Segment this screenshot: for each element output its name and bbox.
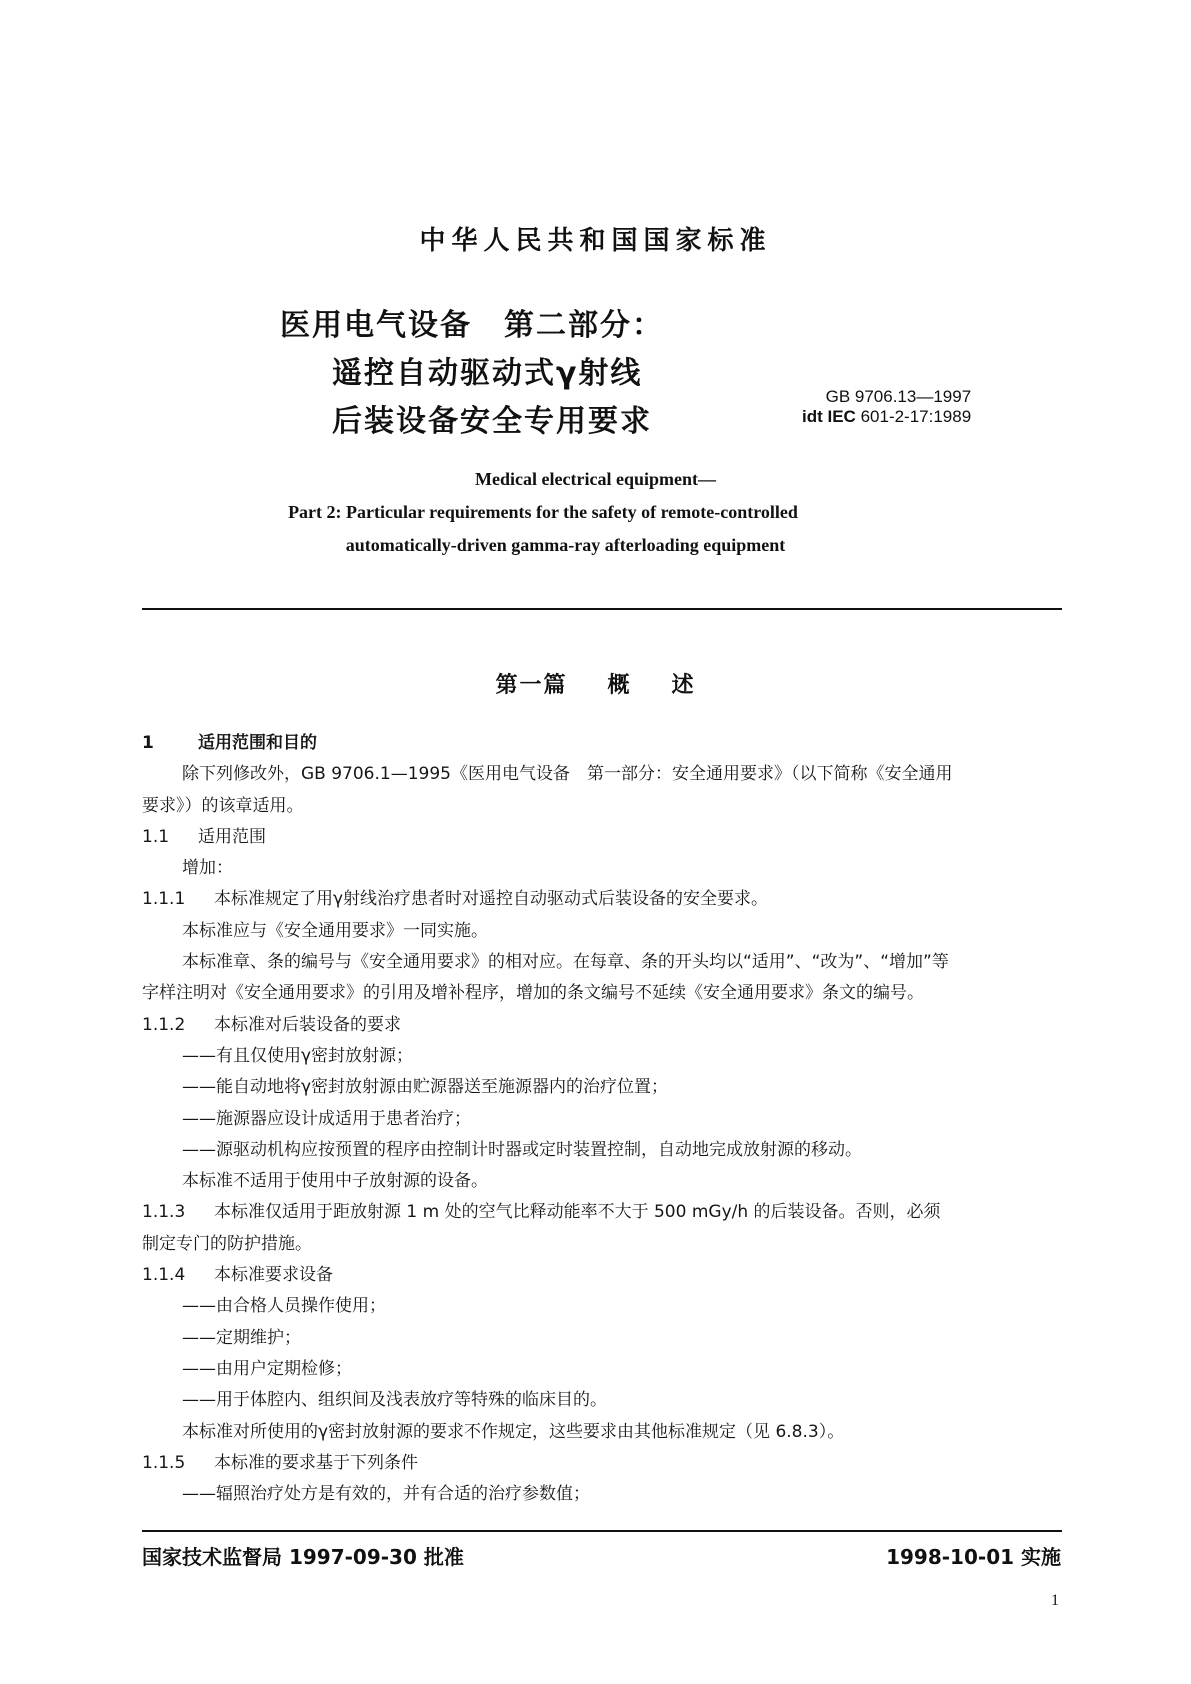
list-item: ——定期维护；	[182, 1327, 301, 1348]
clause-text: 本标准要求设备	[214, 1265, 333, 1286]
standard-codes	[802, 387, 971, 427]
english-title-line-1: Medical electrical equipment—	[475, 469, 716, 489]
paragraph: 除下列修改外，GB 9706.1—1995《医用电气设备 第一部分：安全通用要求》（以下简称《安全通用	[182, 764, 953, 785]
clause-1-1-5	[142, 1448, 1060, 1479]
idt-reference	[802, 407, 971, 427]
title-line-3: 后装设备安全专用要求	[332, 404, 652, 439]
clause-1-1-2	[142, 1010, 1060, 1041]
paragraph: 本标准不适用于使用中子放射源的设备。	[182, 1171, 488, 1192]
list-item: ——有且仅使用γ密封放射源；	[182, 1045, 414, 1066]
part-heading	[0, 668, 1191, 699]
subsection-title: 适用范围	[198, 826, 266, 847]
clause-number: 1.1.1	[142, 889, 186, 910]
english-title-line-2: Part 2: Particular requirements for the safety of remote-controlled	[288, 502, 798, 522]
header-divider	[142, 608, 1062, 610]
clause-number: 1.1.5	[142, 1452, 186, 1473]
list-item: ——辐照治疗处方是有效的，并有合适的治疗参数值；	[182, 1484, 590, 1505]
clause-1-1-1	[142, 884, 1060, 915]
paragraph: 本标准章、条的编号与《安全通用要求》的相对应。在每章、条的开头均以“适用”、“改为”、“增加”等	[182, 952, 949, 973]
chinese-title	[280, 302, 700, 446]
clause-number: 1.1.4	[142, 1265, 186, 1286]
body-text	[142, 728, 1060, 1510]
english-title	[0, 463, 1191, 562]
clause-text: 本标准仅适用于距放射源 1 m 处的空气比释动能率不大于 500 mGy/h 的后装设备。否则，必须	[214, 1202, 941, 1223]
subsection-heading	[142, 822, 1060, 853]
list-item: ——施源器应设计成适用于患者治疗；	[182, 1108, 471, 1129]
national-standard-heading: 中华人民共和国国家标准	[419, 226, 772, 256]
part-word-2: 述	[671, 673, 696, 698]
title-line-2: 遥控自动驱动式γ射线	[332, 356, 643, 391]
approval-date: 国家技术监督局 1997-09-30 批准	[142, 1545, 464, 1569]
list-item: ——用于体腔内、组织间及浅表放疗等特殊的临床目的。	[182, 1390, 607, 1411]
page-number: 1	[1051, 1592, 1059, 1609]
paragraph-continuation: 要求》）的该章适用。	[142, 795, 304, 816]
clause-text: 本标准规定了用γ射线治疗患者时对遥控自动驱动式后装设备的安全要求。	[214, 889, 769, 910]
idt-prefix: idt IEC	[802, 407, 856, 426]
clause-1-1-4	[142, 1260, 1060, 1291]
clause-number: 1.1.2	[142, 1014, 186, 1035]
paragraph: 本标准应与《安全通用要求》一同实施。	[182, 920, 488, 941]
title-line-1: 医用电气设备 第二部分：	[280, 308, 664, 343]
part-label: 第一篇	[495, 673, 568, 698]
standard-number: GB 9706.13—1997	[825, 387, 972, 406]
clause-text: 本标准的要求基于下列条件	[214, 1452, 418, 1473]
section-title: 适用范围和目的	[198, 733, 317, 753]
idt-number: 601-2-17:1989	[860, 407, 972, 426]
list-item: ——由用户定期检修；	[182, 1358, 352, 1379]
list-item: ——由合格人员操作使用；	[182, 1296, 386, 1317]
clause-text: 本标准对后装设备的要求	[214, 1014, 401, 1035]
paragraph: 本标准对所使用的γ密封放射源的要求不作规定，这些要求由其他标准规定（见 6.8.3）。	[182, 1421, 845, 1442]
list-item: ——源驱动机构应按预置的程序由控制计时器或定时装置控制，自动地完成放射源的移动。	[182, 1139, 862, 1160]
subsection-number: 1.1	[142, 826, 170, 847]
effective-date: 1998-10-01 实施	[886, 1545, 1061, 1569]
paragraph: 增加：	[182, 858, 233, 879]
english-title-line-3: automatically-driven gamma-ray afterloading equipment	[345, 535, 786, 555]
section-heading-1	[142, 728, 1060, 759]
footer-divider	[142, 1530, 1062, 1532]
section-number: 1	[142, 733, 154, 753]
paragraph-continuation: 制定专门的防护措施。	[142, 1233, 312, 1254]
clause-1-1-3	[142, 1197, 1060, 1228]
list-item: ——能自动地将γ密封放射源由贮源器送至施源器内的治疗位置；	[182, 1077, 669, 1098]
paragraph-continuation: 字样注明对《安全通用要求》的引用及增补程序，增加的条文编号不延续《安全通用要求》条文的编号。	[142, 983, 924, 1004]
part-word-1: 概	[607, 673, 632, 698]
clause-number: 1.1.3	[142, 1202, 186, 1223]
